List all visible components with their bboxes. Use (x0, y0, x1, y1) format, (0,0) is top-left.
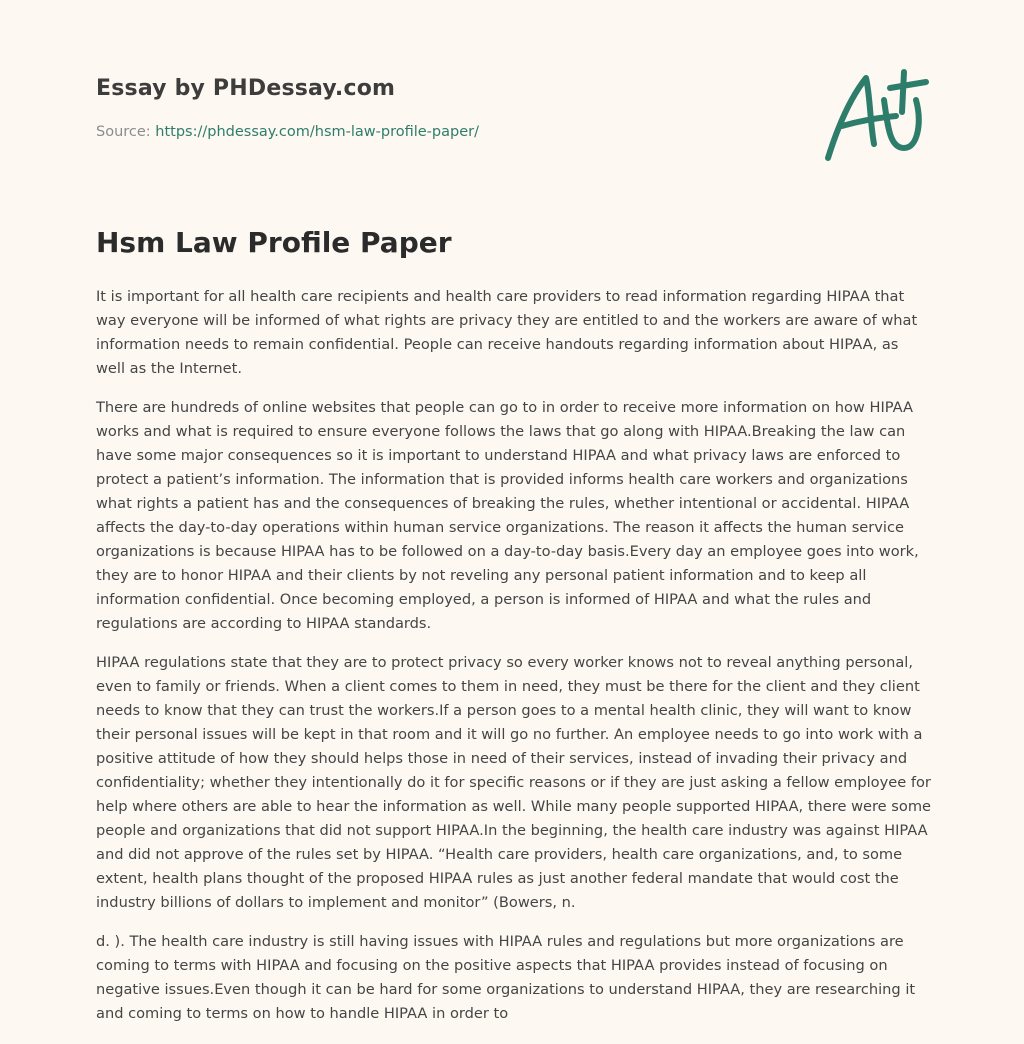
essay-body (96, 285, 932, 1041)
source-link[interactable]: https://phdessay.com/hsm-law-profile-paper/ (155, 124, 479, 140)
source-label: Source: (96, 124, 156, 140)
a-plus-logo-icon (818, 64, 934, 168)
site-brand: Essay by PHDessay.com (96, 76, 396, 101)
essay-paragraph: d. ). The health care industry is still having issues with HIPAA rules and regulations but more organizations are coming to terms with HIPAA and focusing on the positive aspects that HIPAA provides instead of focusing on negative issues.Even though it can be hard for some organizations to understand HIPAA, they are researching it and coming to terms on how to handle HIPAA in order to (96, 933, 916, 1022)
essay-paragraph: HIPAA regulations state that they are to protect privacy so every worker knows not to reveal anything personal, even to family or friends. When a client comes to them in need, they must be there for the client and they client needs to know that they can trust the workers.If a person goes to a mental health clinic, they will want to know their personal issues will be kept in that room and it will go no further. An employee needs to go into work with a positive attitude of how they should helps those in need of their services, instead of invading their privacy and confidentiality; whether they intentionally do it for specific reasons or if they are just asking a fellow employee for help where others are able to hear the information as well. While many people supported HIPAA, there were some people and organizations that did not support HIPAA.In the beginning, the health care industry was against HIPAA and did not approve of the rules set by HIPAA. “Health care providers, health care organizations, and, to some extent, health plans thought of the proposed HIPAA rules as just another federal mandate that would cost the industry billions of dollars to implement and monitor” (Bowers, n. (96, 654, 932, 911)
essay-paragraph: There are hundreds of online websites that people can go to in order to receive more information on how HIPAA works and what is required to ensure everyone follows the laws that go along with HIPAA.Breaking the law can have some major consequences so it is important to understand HIPAA and what privacy laws are enforced to protect a patient’s information. The information that is provided informs health care workers and organizations what rights a patient has and the consequences of breaking the rules, whether intentional or accidental. HIPAA affects the day-to-day operations within human service organizations. The reason it affects the human service organizations is because HIPAA has to be followed on a day-to-day basis.Every day an employee goes into work, they are to honor HIPAA and their clients by not reveling any personal patient information and to keep all information confidential. Once becoming employed, a person is informed of HIPAA and what the rules and regulations are according to HIPAA standards. (96, 399, 919, 632)
page-title: Hsm Law Profile Paper (96, 226, 452, 259)
essay-paragraph: It is important for all health care recipients and health care providers to read information regarding HIPAA that way everyone will be informed of what rights are privacy they are entitled to and the workers are aware of what information needs to remain confidential. People can receive handouts regarding information about HIPAA, as well as the Internet. (96, 288, 918, 377)
source-line (96, 124, 479, 140)
